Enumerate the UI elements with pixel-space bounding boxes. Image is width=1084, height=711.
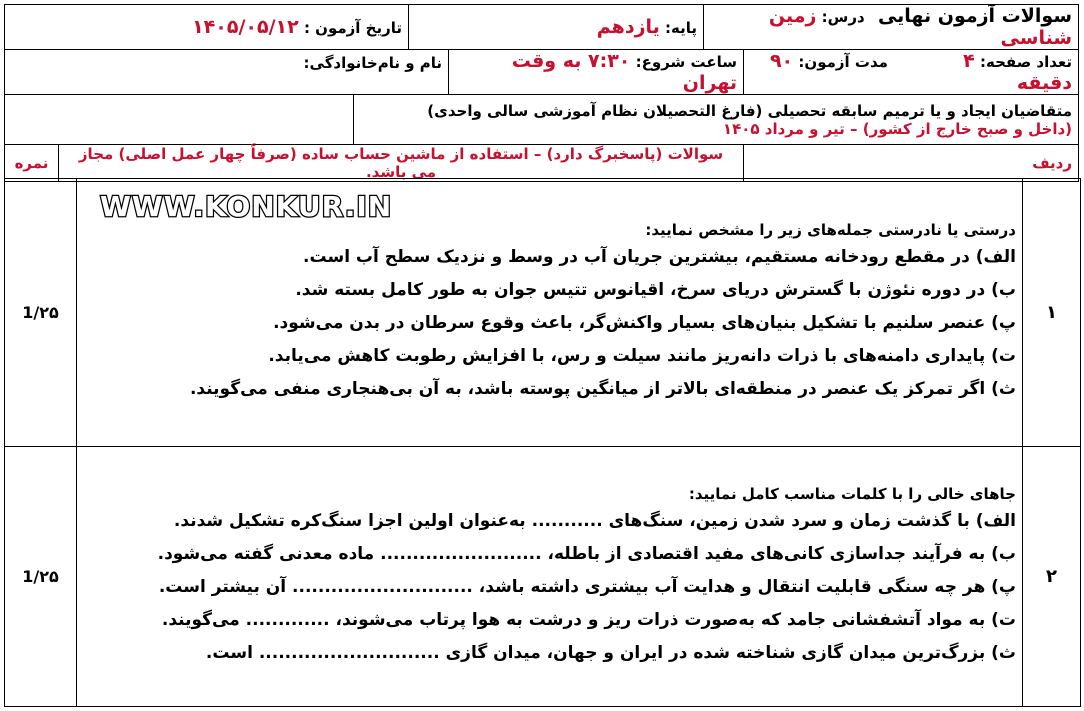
course-label: درس: bbox=[821, 8, 865, 26]
watermark-logo: WWW.KONKUR.IN bbox=[100, 190, 393, 223]
question-number: ۱ bbox=[1023, 179, 1081, 447]
audience-cell bbox=[354, 95, 1079, 145]
pages-cell bbox=[744, 50, 1079, 95]
question-number: ۲ bbox=[1023, 447, 1081, 707]
grade-cell bbox=[409, 5, 704, 50]
question-item: پ) هر چه سنگی قابلیت انتقال و هدایت آب بیشتری داشته باشد، ............................ آن بیشتر است. bbox=[158, 577, 1016, 597]
row-label-cell bbox=[744, 145, 1079, 182]
date-value: ۱۴۰۵/۰۵/۱۲ bbox=[192, 16, 299, 38]
start-cell bbox=[449, 50, 744, 95]
course-value: زمین شناسی bbox=[768, 5, 1073, 49]
duration-label: مدت آزمون: bbox=[798, 53, 888, 71]
question-title: جاهای خالی را با کلمات مناسب کامل نمایید: bbox=[688, 485, 1016, 503]
question-item: ث) اگر تمرکز یک عنصر در منطقه‌ای بالاتر از میانگین پوسته باشد، به آن بی‌هنجاری منفی می‌گویند. bbox=[189, 379, 1016, 399]
question-score: 1/۲۵ bbox=[5, 179, 77, 447]
row-label: ردیف bbox=[1032, 154, 1073, 172]
date-label: تاریخ آزمون : bbox=[303, 19, 403, 37]
grade-value: یازدهم bbox=[596, 16, 660, 38]
question-item: ت) به مواد آتشفشانی جامد که به‌صورت ذرات ریز و درشت به هوا پرتاب می‌شوند، ............. می‌گویند. bbox=[161, 610, 1016, 630]
date-cell bbox=[5, 5, 409, 50]
pages-label: تعداد صفحه: bbox=[980, 53, 1073, 71]
questions-note-cell bbox=[59, 145, 744, 182]
question-item: ب) به فرآیند جداسازی کانی‌های مفید اقتصادی از باطله، ......................... ماده معدنی گفته می‌شود. bbox=[157, 544, 1016, 564]
duration-value: ۹۰ دقیقه bbox=[769, 50, 1073, 94]
pages-value: ۴ bbox=[963, 50, 975, 72]
question-item: الف) در مقطع رودخانه مستقیم، بیشترین جریان آب در وسط و نزدیک سطح آب است. bbox=[303, 247, 1016, 267]
name-cell bbox=[5, 50, 449, 95]
exam-title-cell bbox=[704, 5, 1079, 50]
audience-line-2: (داخل و صبح خارج از کشور) – تیر و مرداد ۱۴۰۵ bbox=[722, 119, 1073, 138]
question-item: ب) در دوره نئوژن با گسترش دریای سرخ، اقیانوس تتیس جوان به طور کامل بسته شد. bbox=[295, 280, 1016, 300]
exam-title: سوالات آزمون نهایی bbox=[877, 5, 1073, 27]
question-item: الف) با گذشت زمان و سرد شدن زمین، سنگ‌های ........... به‌عنوان اولین اجزا سنگ‌کره تشکیل شدند. bbox=[173, 511, 1016, 531]
start-value: ۷:۳۰ به وقت تهران bbox=[511, 50, 738, 94]
score-label-cell bbox=[5, 145, 59, 182]
question-body bbox=[77, 447, 1023, 707]
question-item: ت) پایداری دامنه‌های با ذرات دانه‌ریز مانند سیلت و رس، با افزایش رطوبت کاهش می‌یابد. bbox=[268, 346, 1016, 366]
audience-line-1: متقاضیان ایجاد و یا ترمیم سابقه تحصیلی (فارغ التحصیلان نظام آموزشی سالی واحدی) bbox=[427, 101, 1073, 120]
score-label: نمره bbox=[14, 154, 49, 172]
question-item: پ) عنصر سلنیم با تشکیل بنیان‌های بسیار واکنش‌گر، باعث وقوع سرطان در بدن می‌شود. bbox=[273, 313, 1016, 333]
grade-label: پایه: bbox=[665, 19, 698, 37]
questions-table bbox=[4, 178, 1081, 707]
name-label: نام و نام‌خانوادگی: bbox=[303, 54, 443, 72]
exam-header bbox=[4, 4, 1079, 182]
blank-cell bbox=[5, 95, 354, 145]
question-item: ث) بزرگ‌ترین میدان گازی شناخته شده در ایران و جهان، میدان گازی ............................ است. bbox=[205, 643, 1016, 663]
questions-note: سوالات (پاسخبرگ دارد) – استفاده از ماشین حساب ساده (صرفاً چهار عمل اصلی) مجاز می باشد. bbox=[78, 145, 724, 181]
start-label: ساعت شروع: bbox=[635, 53, 738, 71]
question-row bbox=[5, 447, 1081, 707]
question-title: درستی یا نادرستی جمله‌های زیر را مشخص نمایید: bbox=[645, 221, 1016, 239]
question-score: 1/۲۵ bbox=[5, 447, 77, 707]
